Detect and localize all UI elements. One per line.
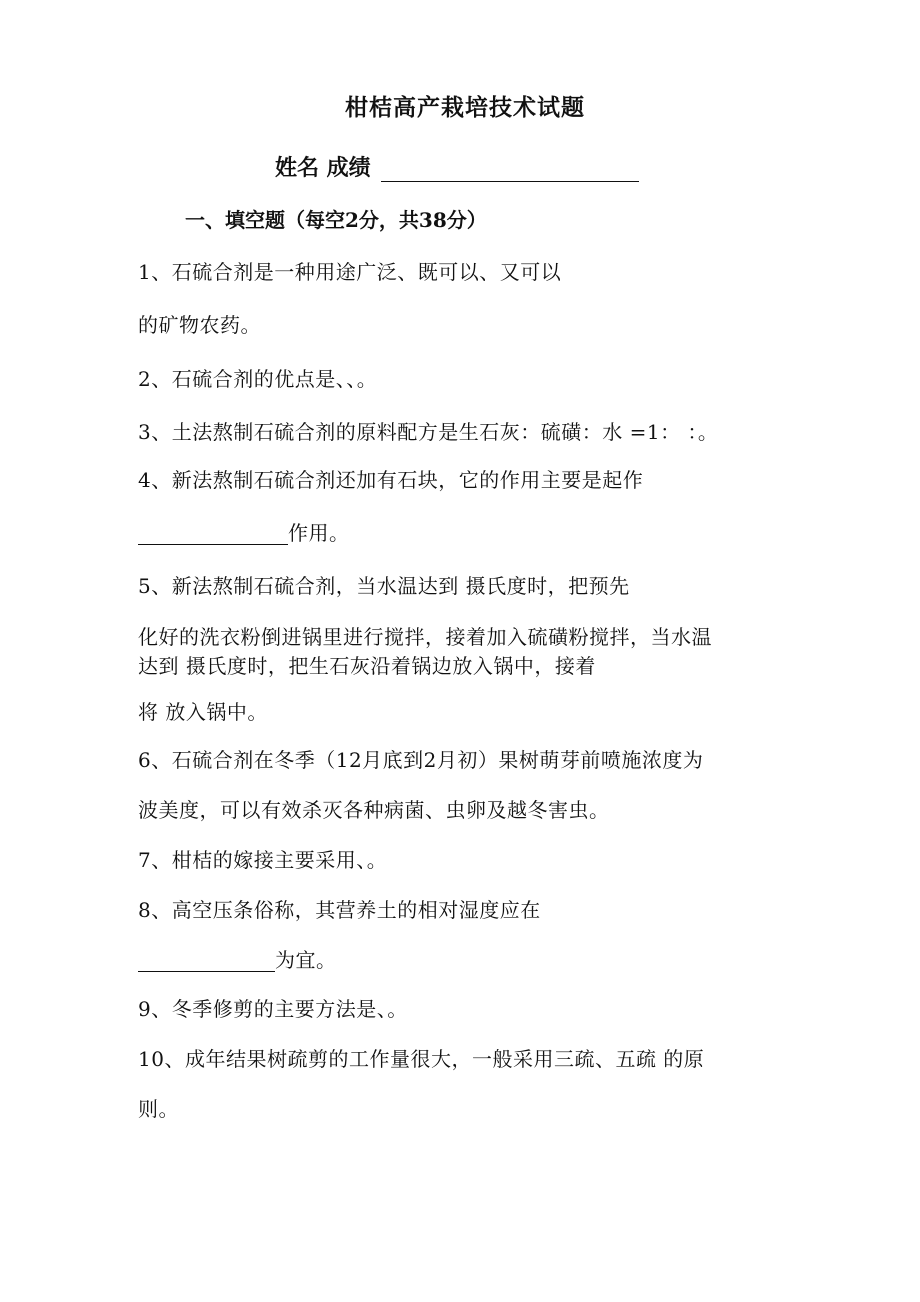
- question-3: 3、土法熬制石硫合剂的原料配方是生石灰：硫磺：水 =1： ：。: [138, 420, 719, 444]
- question-5-line-2: 化好的洗衣粉倒进锅里进行搅拌，接着加入硫磺粉搅拌，当水温: [138, 625, 712, 649]
- question-10-line-2: 则。: [138, 1097, 179, 1121]
- question-1-line-2: 的矿物农药。: [138, 313, 261, 337]
- section-heading: 一、填空题（每空2分，共38分）: [185, 208, 487, 232]
- name-score-row: [275, 154, 639, 182]
- question-4-line-1: 4、新法熬制石硫合剂还加有石块，它的作用主要是起作: [138, 468, 644, 492]
- question-8-suffix: 为宜。: [275, 948, 337, 972]
- answer-blank[interactable]: [138, 524, 288, 545]
- question-9: 9、冬季修剪的主要方法是、。: [138, 997, 408, 1021]
- question-8-line-1: 8、高空压条俗称，其营养土的相对湿度应在: [138, 898, 541, 922]
- answer-blank[interactable]: [138, 951, 275, 972]
- question-6-line-2: 波美度，可以有效杀灭各种病菌、虫卵及越冬害虫。: [138, 798, 610, 822]
- question-5-line-3: 达到 摄氏度时，把生石灰沿着锅边放入锅中，接着: [138, 654, 596, 678]
- question-8-line-2: [138, 948, 337, 972]
- name-score-blank[interactable]: [381, 159, 639, 182]
- question-6-line-1: 6、石硫合剂在冬季（12月底到2月初）果树萌芽前喷施浓度为: [138, 748, 704, 772]
- question-4-suffix: 作用。: [288, 521, 350, 545]
- question-2: 2、石硫合剂的优点是、、。: [138, 367, 378, 391]
- question-1-line-1: 1、石硫合剂是一种用途广泛、既可以、又可以: [138, 260, 562, 284]
- exam-title: 柑桔高产栽培技术试题: [345, 94, 585, 121]
- question-7: 7、柑桔的嫁接主要采用、。: [138, 848, 388, 872]
- question-4-line-2: [138, 521, 350, 545]
- question-10-line-1: 10、成年结果树疏剪的工作量很大，一般采用三疏、五疏 的原: [138, 1047, 705, 1071]
- question-5-line-1: 5、新法熬制石硫合剂，当水温达到 摄氏度时，把预先: [138, 574, 630, 598]
- name-score-label: 姓名 成绩: [275, 155, 371, 181]
- question-5-line-4: 将 放入锅中。: [138, 700, 268, 724]
